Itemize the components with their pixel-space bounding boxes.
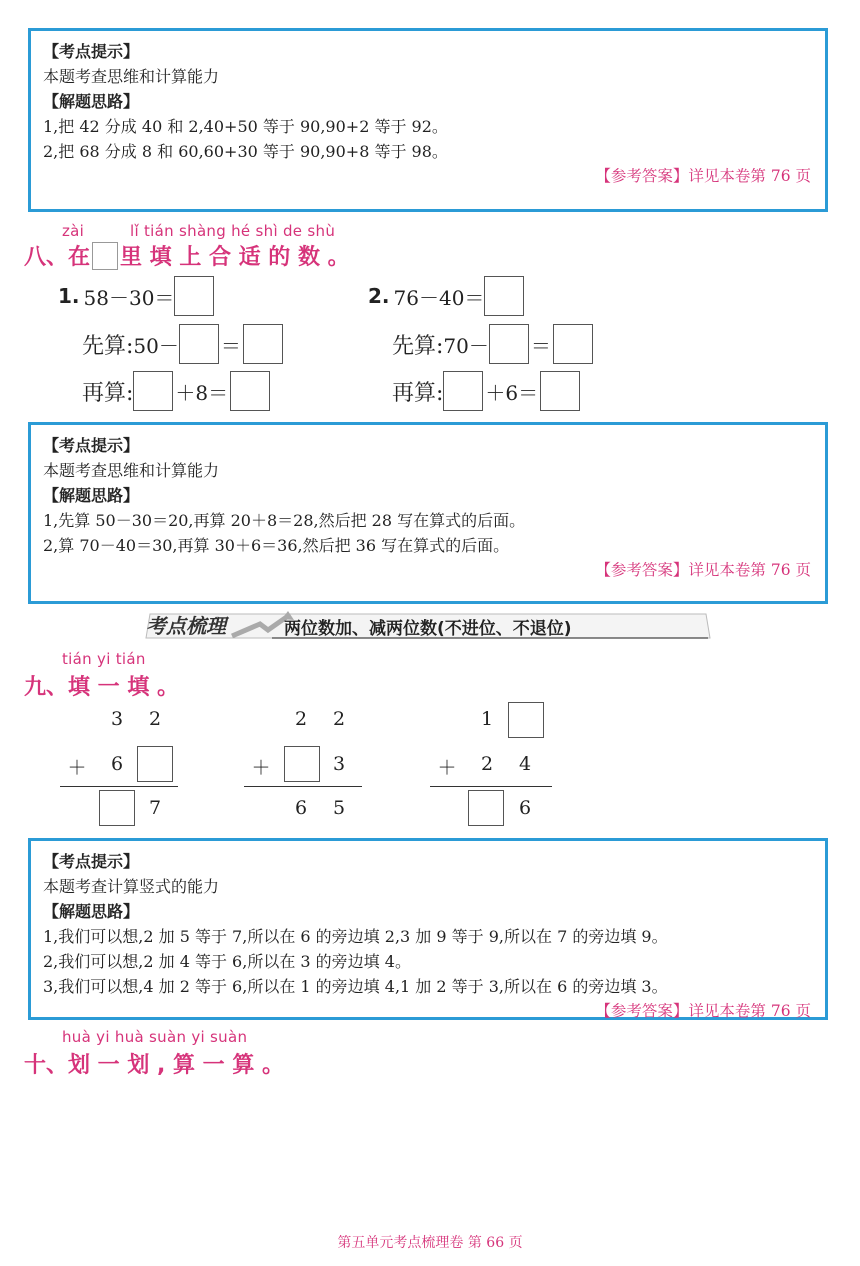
step-expression: ＋6＝: [485, 380, 539, 405]
digit: 6: [110, 753, 124, 775]
digit: 6: [294, 797, 308, 819]
digit: 2: [294, 708, 308, 730]
solution-line: 1,把 42 分成 40 和 2,40+50 等于 90,90+2 等于 92。: [43, 117, 448, 136]
tip-heading: 【考点提示】: [43, 436, 140, 455]
solution-line: 1,先算 50－30＝20,再算 20＋8＝28,然后把 28 写在算式的后面。: [43, 511, 526, 530]
answer-box[interactable]: [540, 371, 580, 411]
q8-p2-then-step: [392, 371, 580, 411]
answer-box[interactable]: [443, 371, 483, 411]
page-footer: 第五单元考点梳理卷 第 66 页: [337, 1235, 523, 1251]
tip-heading: 【考点提示】: [43, 852, 140, 871]
tip-box-1: [28, 28, 828, 212]
digit: 2: [480, 753, 494, 775]
step-label: 先算:: [392, 333, 444, 359]
answer-box[interactable]: [243, 324, 283, 364]
tip-heading: 【考点提示】: [43, 42, 140, 61]
step-label: 再算:: [82, 380, 134, 406]
answer-box[interactable]: [284, 746, 320, 782]
q8-title-pre: 八、在: [24, 245, 91, 270]
q8-problem-1: [58, 276, 214, 316]
tip-text: 本题考查思维和计算能力: [43, 461, 220, 480]
solution-heading: 【解题思路】: [43, 902, 140, 921]
tip-box-2: [28, 422, 828, 604]
q8-pinyin-b: lǐ tián shàng hé shì de shù: [130, 222, 336, 240]
step-label: 先算:: [82, 333, 134, 359]
problem-number: 1.: [58, 284, 80, 308]
equals-sign: ＝: [530, 333, 551, 358]
q8-title-post: 里 填 上 合 适 的 数 。: [120, 245, 350, 270]
q8-pinyin-a: zài: [62, 222, 85, 240]
plus-sign: ＋: [67, 757, 87, 779]
problem-expression: 76－40＝: [393, 285, 485, 310]
q8-p2-first-step: [392, 324, 593, 364]
solution-line: 3,我们可以想,4 加 2 等于 6,所以在 1 的旁边填 4,1 加 2 等于 3,所以在 6 的旁边填 3。: [43, 977, 668, 996]
plus-sign: ＋: [437, 757, 457, 779]
solution-line: 2,我们可以想,2 加 4 等于 6,所以在 3 的旁边填 4。: [43, 952, 411, 971]
digit: 2: [148, 708, 162, 730]
step-expression: 70－: [443, 333, 489, 358]
answer-box[interactable]: [489, 324, 529, 364]
solution-line: 2,算 70－40＝30,再算 30＋6＝36,然后把 36 写在算式的后面。: [43, 536, 510, 555]
banner-right-text: 两位数加、减两位数(不进位、不退位): [284, 619, 572, 639]
answer-box[interactable]: [230, 371, 270, 411]
digit: 7: [148, 797, 162, 819]
digit: 3: [110, 708, 124, 730]
tip-text: 本题考查计算竖式的能力: [43, 877, 220, 896]
q8-title: [24, 240, 350, 271]
vertical-addition-2: [244, 700, 364, 830]
solution-line: 2,把 68 分成 8 和 60,60+30 等于 90,90+8 等于 98。: [43, 142, 448, 161]
answer-box[interactable]: [133, 371, 173, 411]
answer-box[interactable]: [508, 702, 544, 738]
answer-box[interactable]: [553, 324, 593, 364]
solution-line: 1,我们可以想,2 加 5 等于 7,所以在 6 的旁边填 2,3 加 9 等于 9,所以在 7 的旁边填 9。: [43, 927, 668, 946]
digit: 6: [518, 797, 532, 819]
digit: 4: [518, 753, 532, 775]
digit: 1: [480, 708, 494, 730]
step-label: 再算:: [392, 380, 444, 406]
answer-box[interactable]: [99, 790, 135, 826]
sum-line: [430, 786, 552, 787]
q9-title: 九、填 一 填 。: [24, 675, 179, 700]
problem-expression: 58－30＝: [83, 285, 175, 310]
digit: 5: [332, 797, 346, 819]
section-banner: [142, 608, 714, 644]
answer-box[interactable]: [179, 324, 219, 364]
answer-box[interactable]: [484, 276, 524, 316]
answer-box[interactable]: [468, 790, 504, 826]
sum-line: [60, 786, 178, 787]
equals-sign: ＝: [220, 333, 241, 358]
problem-number: 2.: [368, 284, 390, 308]
q10-pinyin: huà yi huà suàn yi suàn: [62, 1028, 248, 1046]
tip-text: 本题考查思维和计算能力: [43, 67, 220, 86]
q8-p1-then-step: [82, 371, 270, 411]
sum-line: [244, 786, 362, 787]
step-expression: 50－: [133, 333, 179, 358]
vertical-addition-1: [60, 700, 180, 830]
answer-box[interactable]: [174, 276, 214, 316]
banner-left-text: 考点梳理: [146, 614, 226, 638]
q8-p1-first-step: [82, 324, 283, 364]
answer-reference: 【参考答案】详见本卷第 76 页: [595, 561, 811, 579]
digit: 3: [332, 753, 346, 775]
plus-sign: ＋: [251, 757, 271, 779]
step-expression: ＋8＝: [175, 380, 229, 405]
answer-box[interactable]: [137, 746, 173, 782]
solution-heading: 【解题思路】: [43, 486, 140, 505]
solution-heading: 【解题思路】: [43, 92, 140, 111]
q8-title-box: [92, 242, 118, 270]
q9-pinyin: tián yi tián: [62, 650, 146, 668]
answer-reference: 【参考答案】详见本卷第 76 页: [595, 167, 811, 185]
tip-box-3: [28, 838, 828, 1020]
q8-problem-2: [368, 276, 524, 316]
digit: 2: [332, 708, 346, 730]
answer-reference: 【参考答案】详见本卷第 76 页: [595, 1002, 811, 1020]
q10-title: 十、划 一 划 , 算 一 算 。: [24, 1053, 284, 1078]
vertical-addition-3: [430, 700, 554, 830]
